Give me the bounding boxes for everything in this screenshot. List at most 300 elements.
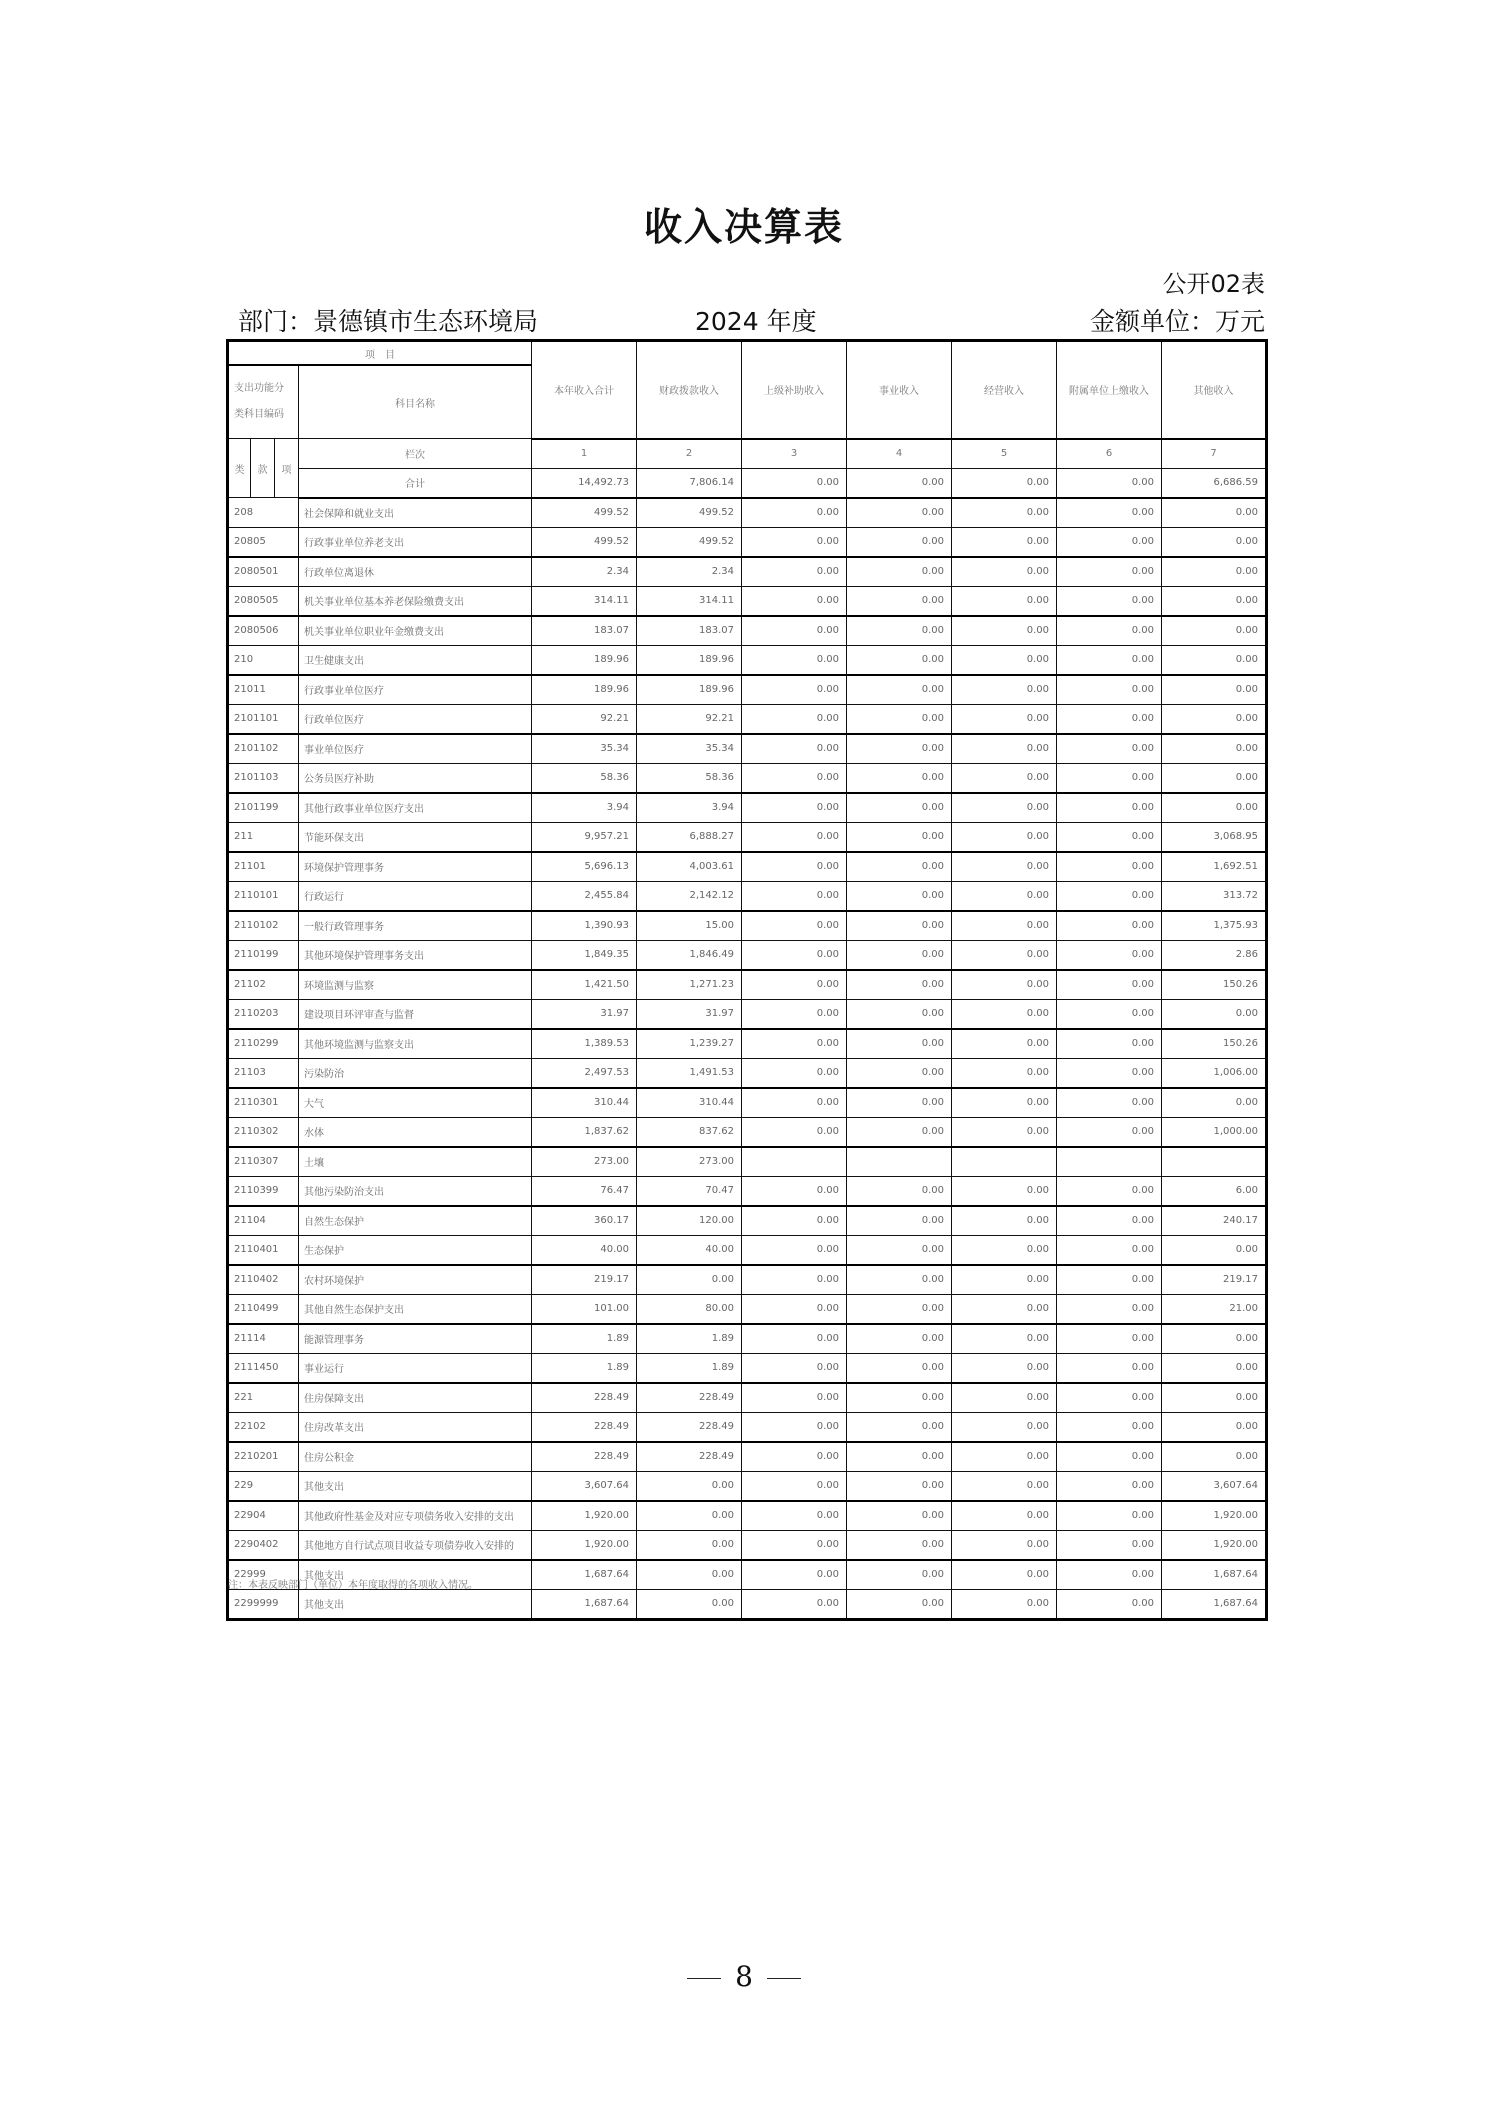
row-value: 0.00 xyxy=(1162,793,1267,823)
row-value: 0.00 xyxy=(742,1530,847,1560)
row-name: 农村环境保护 xyxy=(299,1265,532,1295)
row-value: 0.00 xyxy=(1057,1294,1162,1324)
table-row xyxy=(228,822,1267,852)
row-value: 0.00 xyxy=(847,1235,952,1265)
row-value: 1,687.64 xyxy=(1162,1560,1267,1590)
row-value: 2.34 xyxy=(637,557,742,587)
row-name: 行政单位医疗 xyxy=(299,704,532,734)
row-value: 0.00 xyxy=(1057,1442,1162,1472)
row-code: 2110203 xyxy=(228,999,299,1029)
table-row xyxy=(228,1412,1267,1442)
row-code: 2080506 xyxy=(228,616,299,646)
row-value: 0.00 xyxy=(1057,675,1162,705)
row-value: 0.00 xyxy=(952,1560,1057,1590)
row-value: 310.44 xyxy=(637,1088,742,1118)
row-code: 21101 xyxy=(228,852,299,882)
header-col-3: 上级补助收入 xyxy=(742,341,847,439)
row-value: 0.00 xyxy=(742,616,847,646)
row-value: 183.07 xyxy=(637,616,742,646)
row-value: 228.49 xyxy=(637,1383,742,1413)
row-value: 0.00 xyxy=(847,1501,952,1531)
row-value: 0.00 xyxy=(1057,557,1162,587)
row-code: 2110199 xyxy=(228,940,299,970)
header-lei: 类 xyxy=(228,439,251,498)
row-code: 221 xyxy=(228,1383,299,1413)
row-value: 0.00 xyxy=(1057,1029,1162,1059)
row-value: 0.00 xyxy=(1057,1088,1162,1118)
row-value: 0.00 xyxy=(742,1412,847,1442)
row-value: 0.00 xyxy=(1162,1353,1267,1383)
row-code: 22102 xyxy=(228,1412,299,1442)
row-name: 事业运行 xyxy=(299,1353,532,1383)
row-value: 0.00 xyxy=(847,1412,952,1442)
row-value: 0.00 xyxy=(952,1117,1057,1147)
row-name: 水体 xyxy=(299,1117,532,1147)
row-value: 31.97 xyxy=(532,999,637,1029)
row-name: 能源管理事务 xyxy=(299,1324,532,1354)
row-value: 2,455.84 xyxy=(532,881,637,911)
currency-unit: 金额单位：万元 xyxy=(1089,307,1265,336)
row-value: 0.00 xyxy=(952,1412,1057,1442)
table-row xyxy=(228,1029,1267,1059)
table-row xyxy=(228,1471,1267,1501)
header-col-6: 附属单位上缴收入 xyxy=(1057,341,1162,439)
row-value: 6,888.27 xyxy=(637,822,742,852)
row-value: 0.00 xyxy=(637,1501,742,1531)
row-value: 0.00 xyxy=(847,1471,952,1501)
row-value: 189.96 xyxy=(637,645,742,675)
row-value: 1,389.53 xyxy=(532,1029,637,1059)
row-code: 2110299 xyxy=(228,1029,299,1059)
row-value: 40.00 xyxy=(637,1235,742,1265)
row-value: 0.00 xyxy=(952,1206,1057,1236)
row-value: 2,497.53 xyxy=(532,1058,637,1088)
row-value: 0.00 xyxy=(1162,527,1267,557)
row-value: 189.96 xyxy=(532,675,637,705)
row-value: 1,390.93 xyxy=(532,911,637,941)
header-column-index: 栏次 xyxy=(299,439,532,469)
row-name: 其他自然生态保护支出 xyxy=(299,1294,532,1324)
row-name: 其他环境监测与监察支出 xyxy=(299,1029,532,1059)
header-col-2: 财政拨款收入 xyxy=(637,341,742,439)
header-project: 项 目 xyxy=(228,341,532,366)
col-num-3: 3 xyxy=(742,439,847,469)
row-value xyxy=(742,1147,847,1177)
table-row xyxy=(228,1206,1267,1236)
row-value: 0.00 xyxy=(847,852,952,882)
row-value: 0.00 xyxy=(952,970,1057,1000)
row-value: 0.00 xyxy=(1057,881,1162,911)
row-name: 机关事业单位基本养老保险缴费支出 xyxy=(299,586,532,616)
row-value: 0.00 xyxy=(1057,1058,1162,1088)
row-name: 其他行政事业单位医疗支出 xyxy=(299,793,532,823)
row-value: 219.17 xyxy=(532,1265,637,1295)
page-title: 收入决算表 xyxy=(643,205,844,249)
row-value: 0.00 xyxy=(742,1235,847,1265)
table-row xyxy=(228,616,1267,646)
row-value: 0.00 xyxy=(847,1206,952,1236)
row-name: 住房保障支出 xyxy=(299,1383,532,1413)
row-value: 228.49 xyxy=(532,1383,637,1413)
row-value: 0.00 xyxy=(847,734,952,764)
row-value: 0.00 xyxy=(742,1324,847,1354)
total-value: 0.00 xyxy=(742,468,847,498)
row-value: 0.00 xyxy=(742,1088,847,1118)
row-value: 0.00 xyxy=(742,940,847,970)
row-value: 35.34 xyxy=(637,734,742,764)
row-value: 0.00 xyxy=(1057,1501,1162,1531)
row-code: 21102 xyxy=(228,970,299,1000)
row-value: 0.00 xyxy=(1162,675,1267,705)
row-value: 0.00 xyxy=(742,675,847,705)
table-body xyxy=(228,498,1267,1620)
table-row xyxy=(228,1353,1267,1383)
row-value: 0.00 xyxy=(742,527,847,557)
row-value: 0.00 xyxy=(952,822,1057,852)
row-value: 0.00 xyxy=(847,1265,952,1295)
row-value: 0.00 xyxy=(742,557,847,587)
table-row xyxy=(228,763,1267,793)
row-value: 0.00 xyxy=(742,793,847,823)
row-value: 0.00 xyxy=(1057,645,1162,675)
row-code: 2110402 xyxy=(228,1265,299,1295)
row-value: 0.00 xyxy=(1057,527,1162,557)
row-value: 0.00 xyxy=(847,1560,952,1590)
row-value: 499.52 xyxy=(532,527,637,557)
row-value: 0.00 xyxy=(847,616,952,646)
row-value: 0.00 xyxy=(1057,704,1162,734)
table-row xyxy=(228,645,1267,675)
row-value: 0.00 xyxy=(847,970,952,1000)
row-value: 1,920.00 xyxy=(1162,1530,1267,1560)
row-value: 2.34 xyxy=(532,557,637,587)
row-code: 2111450 xyxy=(228,1353,299,1383)
col-num-4: 4 xyxy=(847,439,952,469)
row-value: 0.00 xyxy=(952,999,1057,1029)
table-row xyxy=(228,793,1267,823)
row-value: 0.00 xyxy=(1057,1235,1162,1265)
header-kuan: 款 xyxy=(251,439,275,498)
row-value: 0.00 xyxy=(952,881,1057,911)
row-value: 0.00 xyxy=(952,586,1057,616)
row-value: 0.00 xyxy=(847,645,952,675)
row-value: 0.00 xyxy=(1057,1471,1162,1501)
row-value: 0.00 xyxy=(847,1383,952,1413)
row-value: 1.89 xyxy=(532,1353,637,1383)
row-value: 0.00 xyxy=(742,1471,847,1501)
row-value: 0.00 xyxy=(1162,704,1267,734)
row-value: 1,837.62 xyxy=(532,1117,637,1147)
row-value: 2.86 xyxy=(1162,940,1267,970)
row-value: 228.49 xyxy=(532,1442,637,1472)
row-code: 2080505 xyxy=(228,586,299,616)
row-value: 0.00 xyxy=(847,1058,952,1088)
row-value: 0.00 xyxy=(742,645,847,675)
row-value: 499.52 xyxy=(532,498,637,528)
row-value: 0.00 xyxy=(1057,1383,1162,1413)
row-value: 1,692.51 xyxy=(1162,852,1267,882)
col-num-7: 7 xyxy=(1162,439,1267,469)
row-value: 0.00 xyxy=(742,1206,847,1236)
table-row xyxy=(228,1324,1267,1354)
row-value: 0.00 xyxy=(847,527,952,557)
row-code: 2290402 xyxy=(228,1530,299,1560)
row-value: 1,849.35 xyxy=(532,940,637,970)
row-value: 0.00 xyxy=(952,911,1057,941)
row-value: 101.00 xyxy=(532,1294,637,1324)
row-value: 58.36 xyxy=(532,763,637,793)
row-value: 189.96 xyxy=(637,675,742,705)
row-value xyxy=(1162,1147,1267,1177)
table-row xyxy=(228,1265,1267,1295)
row-value: 0.00 xyxy=(1162,498,1267,528)
row-value: 0.00 xyxy=(1057,911,1162,941)
row-value: 0.00 xyxy=(847,1324,952,1354)
row-value: 0.00 xyxy=(742,881,847,911)
row-name: 建设项目环评审查与监督 xyxy=(299,999,532,1029)
row-value: 0.00 xyxy=(742,852,847,882)
row-value: 1,920.00 xyxy=(532,1530,637,1560)
row-value: 0.00 xyxy=(847,586,952,616)
row-value: 0.00 xyxy=(952,852,1057,882)
header-xiang: 项 xyxy=(275,439,299,498)
row-value: 15.00 xyxy=(637,911,742,941)
row-value: 0.00 xyxy=(742,1176,847,1206)
row-name: 土壤 xyxy=(299,1147,532,1177)
row-value: 0.00 xyxy=(952,675,1057,705)
row-value: 0.00 xyxy=(742,763,847,793)
row-value: 0.00 xyxy=(1162,586,1267,616)
row-value: 0.00 xyxy=(742,999,847,1029)
row-value: 228.49 xyxy=(637,1412,742,1442)
row-value: 0.00 xyxy=(1057,498,1162,528)
table-row xyxy=(228,881,1267,911)
row-value: 1.89 xyxy=(532,1324,637,1354)
row-value: 228.49 xyxy=(532,1412,637,1442)
row-value: 0.00 xyxy=(637,1471,742,1501)
row-value: 0.00 xyxy=(1162,557,1267,587)
row-name: 社会保障和就业支出 xyxy=(299,498,532,528)
row-value: 1,846.49 xyxy=(637,940,742,970)
row-value: 0.00 xyxy=(1057,1206,1162,1236)
table-row xyxy=(228,1147,1267,1177)
row-name: 其他支出 xyxy=(299,1471,532,1501)
row-name: 住房改革支出 xyxy=(299,1412,532,1442)
total-value: 0.00 xyxy=(847,468,952,498)
row-value: 4,003.61 xyxy=(637,852,742,882)
row-value: 0.00 xyxy=(952,1294,1057,1324)
row-value: 1,421.50 xyxy=(532,970,637,1000)
total-label: 合计 xyxy=(299,468,532,498)
row-code: 2101102 xyxy=(228,734,299,764)
row-value: 0.00 xyxy=(742,1383,847,1413)
row-value: 0.00 xyxy=(1162,763,1267,793)
table-note: 注：本表反映部门（单位）本年度取得的各项收入情况。 xyxy=(228,1580,478,1591)
row-name: 自然生态保护 xyxy=(299,1206,532,1236)
page-number xyxy=(0,1960,1488,1993)
row-value: 0.00 xyxy=(847,1442,952,1472)
row-value: 150.26 xyxy=(1162,1029,1267,1059)
row-value: 3,068.95 xyxy=(1162,822,1267,852)
row-value: 0.00 xyxy=(1162,734,1267,764)
row-value: 3.94 xyxy=(532,793,637,823)
row-value: 0.00 xyxy=(952,527,1057,557)
row-code: 2110302 xyxy=(228,1117,299,1147)
row-value: 1,491.53 xyxy=(637,1058,742,1088)
row-value: 150.26 xyxy=(1162,970,1267,1000)
row-name: 环境监测与监察 xyxy=(299,970,532,1000)
row-value: 1.89 xyxy=(637,1324,742,1354)
total-value: 14,492.73 xyxy=(532,468,637,498)
row-value: 120.00 xyxy=(637,1206,742,1236)
row-value: 228.49 xyxy=(637,1442,742,1472)
row-code: 2110399 xyxy=(228,1176,299,1206)
row-code: 2080501 xyxy=(228,557,299,587)
row-code: 22999 xyxy=(228,1560,299,1590)
row-value: 0.00 xyxy=(742,970,847,1000)
row-value: 240.17 xyxy=(1162,1206,1267,1236)
row-value: 0.00 xyxy=(742,1353,847,1383)
row-value: 0.00 xyxy=(1057,852,1162,882)
row-value: 0.00 xyxy=(742,1560,847,1590)
row-value: 0.00 xyxy=(1057,1176,1162,1206)
row-code: 2110101 xyxy=(228,881,299,911)
row-value: 0.00 xyxy=(847,911,952,941)
table-row xyxy=(228,1088,1267,1118)
row-code: 2110307 xyxy=(228,1147,299,1177)
row-value: 273.00 xyxy=(637,1147,742,1177)
row-value: 0.00 xyxy=(847,1117,952,1147)
row-value: 1,687.64 xyxy=(532,1560,637,1590)
row-value: 0.00 xyxy=(847,1088,952,1118)
row-name: 其他政府性基金及对应专项债务收入安排的支出 xyxy=(299,1501,532,1531)
table-row xyxy=(228,1117,1267,1147)
row-value: 0.00 xyxy=(847,498,952,528)
row-name: 其他地方自行试点项目收益专项债券收入安排的 xyxy=(299,1530,532,1560)
row-value: 1,271.23 xyxy=(637,970,742,1000)
row-code: 208 xyxy=(228,498,299,528)
row-value: 0.00 xyxy=(742,704,847,734)
row-value: 0.00 xyxy=(1162,999,1267,1029)
row-name: 其他污染防治支出 xyxy=(299,1176,532,1206)
row-value: 0.00 xyxy=(952,1029,1057,1059)
row-value: 310.44 xyxy=(532,1088,637,1118)
row-value: 837.62 xyxy=(637,1117,742,1147)
row-value: 1,000.00 xyxy=(1162,1117,1267,1147)
table-row xyxy=(228,675,1267,705)
row-value: 1.89 xyxy=(637,1353,742,1383)
row-name: 事业单位医疗 xyxy=(299,734,532,764)
row-value: 0.00 xyxy=(742,1265,847,1295)
row-value: 0.00 xyxy=(847,940,952,970)
table-row xyxy=(228,1589,1267,1619)
row-value: 0.00 xyxy=(847,1029,952,1059)
row-name: 污染防治 xyxy=(299,1058,532,1088)
row-value: 0.00 xyxy=(637,1265,742,1295)
table-row xyxy=(228,527,1267,557)
row-value: 0.00 xyxy=(952,1265,1057,1295)
row-value: 0.00 xyxy=(1057,999,1162,1029)
row-value: 0.00 xyxy=(1057,1353,1162,1383)
row-code: 2110102 xyxy=(228,911,299,941)
row-code: 2110301 xyxy=(228,1088,299,1118)
row-value: 0.00 xyxy=(952,645,1057,675)
row-value: 0.00 xyxy=(952,793,1057,823)
row-value: 0.00 xyxy=(742,734,847,764)
header-name: 科目名称 xyxy=(299,365,532,439)
department-label: 部门：景德镇市生态环境局 xyxy=(238,307,539,336)
row-value: 1,687.64 xyxy=(532,1589,637,1619)
row-value: 499.52 xyxy=(637,527,742,557)
row-value: 0.00 xyxy=(1162,1088,1267,1118)
row-value: 0.00 xyxy=(952,1176,1057,1206)
header-col-4: 事业收入 xyxy=(847,341,952,439)
row-code: 21011 xyxy=(228,675,299,705)
row-code: 2210201 xyxy=(228,1442,299,1472)
row-value: 0.00 xyxy=(847,1589,952,1619)
row-name: 卫生健康支出 xyxy=(299,645,532,675)
row-value: 0.00 xyxy=(1057,822,1162,852)
header-col-1: 本年收入合计 xyxy=(532,341,637,439)
row-value: 0.00 xyxy=(952,1324,1057,1354)
row-value: 0.00 xyxy=(952,1442,1057,1472)
col-num-6: 6 xyxy=(1057,439,1162,469)
table-row xyxy=(228,557,1267,587)
row-code: 20805 xyxy=(228,527,299,557)
row-value: 0.00 xyxy=(742,1117,847,1147)
table-row xyxy=(228,734,1267,764)
row-value: 360.17 xyxy=(532,1206,637,1236)
row-value: 0.00 xyxy=(637,1530,742,1560)
row-value: 0.00 xyxy=(1162,1383,1267,1413)
row-value: 0.00 xyxy=(847,675,952,705)
header-col-5: 经营收入 xyxy=(952,341,1057,439)
row-code: 21103 xyxy=(228,1058,299,1088)
table-row xyxy=(228,1530,1267,1560)
row-value: 1,920.00 xyxy=(1162,1501,1267,1531)
row-value: 499.52 xyxy=(637,498,742,528)
row-value: 0.00 xyxy=(1162,1235,1267,1265)
row-name: 行政运行 xyxy=(299,881,532,911)
row-value: 0.00 xyxy=(742,1589,847,1619)
row-value: 31.97 xyxy=(637,999,742,1029)
row-name: 行政事业单位养老支出 xyxy=(299,527,532,557)
row-value: 40.00 xyxy=(532,1235,637,1265)
row-value: 0.00 xyxy=(1057,1117,1162,1147)
row-value: 219.17 xyxy=(1162,1265,1267,1295)
row-code: 22904 xyxy=(228,1501,299,1531)
row-name: 其他支出 xyxy=(299,1560,532,1590)
row-value: 0.00 xyxy=(847,763,952,793)
row-value: 0.00 xyxy=(1057,586,1162,616)
row-value: 5,696.13 xyxy=(532,852,637,882)
row-value: 58.36 xyxy=(637,763,742,793)
total-value: 0.00 xyxy=(1057,468,1162,498)
row-value xyxy=(952,1147,1057,1177)
row-value: 0.00 xyxy=(952,1383,1057,1413)
row-value: 0.00 xyxy=(952,616,1057,646)
table-row xyxy=(228,852,1267,882)
row-name: 生态保护 xyxy=(299,1235,532,1265)
row-value: 0.00 xyxy=(847,1294,952,1324)
row-value: 3,607.64 xyxy=(1162,1471,1267,1501)
row-name: 公务员医疗补助 xyxy=(299,763,532,793)
row-value: 0.00 xyxy=(952,1530,1057,1560)
row-value: 92.21 xyxy=(637,704,742,734)
income-final-accounts-table xyxy=(226,339,1268,1621)
row-value: 0.00 xyxy=(847,822,952,852)
row-value: 0.00 xyxy=(1162,1412,1267,1442)
